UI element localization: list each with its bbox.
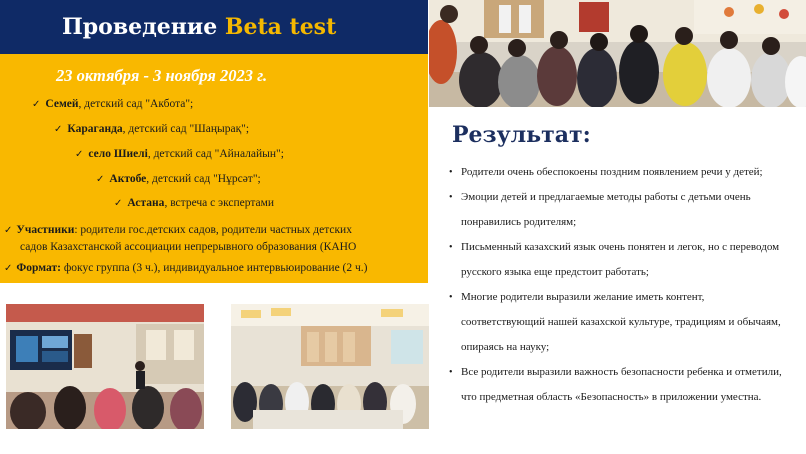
result-line: Многие родители выразили желание иметь контент, [461,291,705,303]
title-banner [0,0,428,54]
bullet-icon: • [449,367,453,378]
result-line: Письменный казахский язык очень понятен и легок, но с переводом [461,241,780,253]
format-label: Формат: [16,262,61,274]
format-desc: фокус группа (3 ч.), индивидуальное интервьюирование (2 ч.) [60,262,368,274]
bullet-icon: • [449,192,453,203]
result-item [448,360,804,410]
city-name: Астана [127,197,165,209]
participants-text [4,222,356,255]
city-item-karaganda [54,123,249,135]
participants-desc: : родители гос.детских садов, родители частных детских [74,224,352,236]
bullet-icon: • [449,242,453,253]
city-item-shieli [75,148,284,160]
city-item-astana [114,197,274,209]
bullet-icon: • [449,167,453,178]
workshop-photo-top [429,0,806,107]
city-name: Караганда [67,123,123,135]
title-accent: Beta test [224,14,337,40]
slide-title [62,14,336,40]
result-item [448,160,804,185]
city-item-aktobe [96,173,261,185]
format-text [4,260,368,277]
result-line: понравились родителям; [461,216,577,228]
title-main: Проведение [62,14,225,40]
meeting-hall-photo [231,304,429,429]
result-line: Все родители выразили важность безопасности ребенка и отметили, [461,366,782,378]
result-item [448,185,804,235]
check-icon: ✓ [4,263,13,274]
results-title: Результат: [452,122,591,148]
check-icon: ✓ [54,124,63,135]
city-name: село Шиелі [88,148,148,160]
city-name: Семей [45,98,79,110]
city-item-semey [32,98,193,110]
result-item [448,285,804,360]
city-name: Актобе [109,173,147,185]
check-icon: ✓ [96,174,105,185]
check-icon: ✓ [114,198,123,209]
result-line: Родители очень обеспокоены поздним появлением речи у детей; [461,166,763,178]
result-line: русского языка еще предстоит работать; [461,266,649,278]
participants-line-1 [4,222,356,239]
results-list [448,160,804,410]
check-icon: ✓ [4,225,13,236]
city-desc: , детский сад "Акбота"; [78,98,194,110]
city-desc: , детский сад "Айналайын"; [147,148,284,160]
event-dates: 23 октября - 3 ноября 2023 г. [56,66,268,85]
result-item [448,235,804,285]
result-line: что предметная область «Безопасность» в приложении уместна. [461,391,762,403]
city-desc: , встреча с экспертами [164,197,275,209]
check-icon: ✓ [75,149,84,160]
result-line: опираясь на науку; [461,341,550,353]
city-desc: , детский сад "Нұрсәт"; [146,173,261,185]
participants-line-2: садов Казахстанской ассоциации непрерывного образования (КАНО [20,241,357,253]
city-desc: , детский сад "Шаңырақ"; [122,123,250,135]
check-icon: ✓ [32,99,41,110]
participants-label: Участники [16,224,75,236]
result-line: Эмоции детей и предлагаемые методы работы с детьми очень [461,191,751,203]
bullet-icon: • [449,292,453,303]
presentation-photo [6,304,204,429]
result-line: соответствующий нашей казахской культуре, традициям и обычаям, [461,316,781,328]
